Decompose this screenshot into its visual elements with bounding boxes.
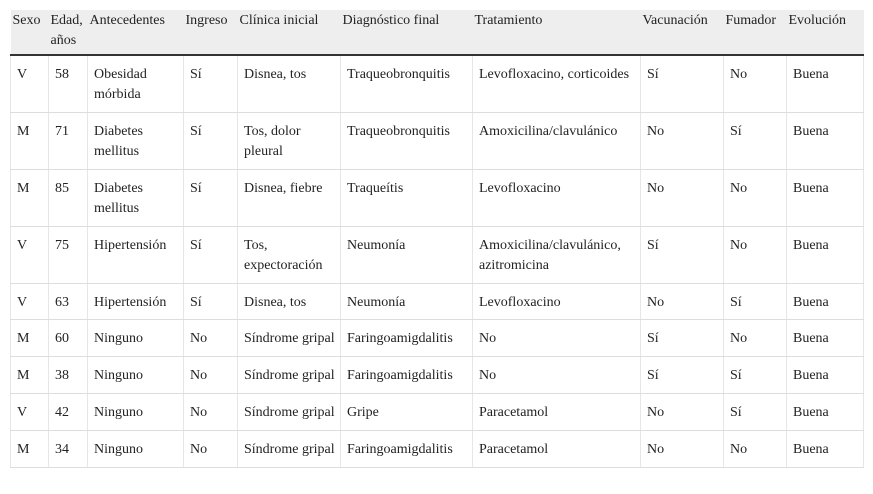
cell-tratamiento: No (473, 357, 641, 394)
cell-tratamiento: Levofloxacino (473, 170, 641, 227)
cell-clinica-inicial: Síndrome gripal (238, 394, 341, 431)
table-row (11, 113, 864, 170)
cell-evolucion: Buena (787, 357, 864, 394)
cell-antecedentes: Diabetes mellitus (88, 170, 184, 227)
header-edad: Edad, años (49, 10, 88, 55)
cell-ingreso: Sí (184, 227, 238, 284)
cell-clinica-inicial: Tos, dolor pleural (238, 113, 341, 170)
cell-edad: 38 (49, 357, 88, 394)
cell-diagnostico-final: Faringoamigdalitis (341, 357, 473, 394)
cell-tratamiento: Paracetamol (473, 394, 641, 431)
cell-evolucion: Buena (787, 394, 864, 431)
patients-table (10, 10, 864, 468)
cell-diagnostico-final: Faringoamigdalitis (341, 320, 473, 357)
cell-antecedentes: Ninguno (88, 394, 184, 431)
cell-diagnostico-final: Traqueítis (341, 170, 473, 227)
header-vacunacion: Vacunación (641, 10, 724, 55)
cell-vacunacion: Sí (641, 55, 724, 113)
cell-tratamiento: Levofloxacino, corticoides (473, 55, 641, 113)
cell-ingreso: No (184, 357, 238, 394)
cell-edad: 60 (49, 320, 88, 357)
cell-antecedentes: Ninguno (88, 431, 184, 468)
cell-ingreso: Sí (184, 170, 238, 227)
header-evolucion: Evolución (787, 10, 864, 55)
cell-fumador: Sí (724, 357, 787, 394)
cell-fumador: No (724, 227, 787, 284)
header-row (11, 10, 864, 55)
cell-fumador: Sí (724, 394, 787, 431)
cell-edad: 42 (49, 394, 88, 431)
cell-sexo: V (11, 284, 49, 320)
cell-evolucion: Buena (787, 227, 864, 284)
table-container (10, 10, 863, 468)
table-header (11, 10, 864, 55)
cell-sexo: V (11, 55, 49, 113)
cell-antecedentes: Hipertensión (88, 227, 184, 284)
cell-sexo: V (11, 227, 49, 284)
header-antecedentes: Antecedentes (88, 10, 184, 55)
cell-sexo: M (11, 357, 49, 394)
table-row (11, 357, 864, 394)
table-row (11, 55, 864, 113)
header-fumador: Fumador (724, 10, 787, 55)
cell-fumador: No (724, 170, 787, 227)
cell-clinica-inicial: Tos, expectoración (238, 227, 341, 284)
table-row (11, 227, 864, 284)
cell-diagnostico-final: Neumonía (341, 284, 473, 320)
header-sexo: Sexo (11, 10, 49, 55)
table-body (11, 55, 864, 468)
cell-vacunacion: No (641, 113, 724, 170)
cell-diagnostico-final: Traqueobronquitis (341, 55, 473, 113)
header-diagnostico-final: Diagnóstico final (341, 10, 473, 55)
cell-fumador: No (724, 431, 787, 468)
cell-tratamiento: Paracetamol (473, 431, 641, 468)
cell-vacunacion: Sí (641, 357, 724, 394)
header-ingreso: Ingreso (184, 10, 238, 55)
table-row (11, 394, 864, 431)
cell-tratamiento: Amoxicilina/clavulánico, azitromicina (473, 227, 641, 284)
cell-clinica-inicial: Síndrome gripal (238, 320, 341, 357)
cell-clinica-inicial: Disnea, tos (238, 284, 341, 320)
cell-fumador: Sí (724, 284, 787, 320)
cell-sexo: M (11, 113, 49, 170)
cell-edad: 58 (49, 55, 88, 113)
cell-evolucion: Buena (787, 284, 864, 320)
cell-antecedentes: Obesidad mórbida (88, 55, 184, 113)
cell-vacunacion: No (641, 170, 724, 227)
cell-evolucion: Buena (787, 431, 864, 468)
cell-evolucion: Buena (787, 55, 864, 113)
cell-fumador: No (724, 320, 787, 357)
table-row (11, 170, 864, 227)
cell-edad: 71 (49, 113, 88, 170)
cell-vacunacion: No (641, 431, 724, 468)
cell-clinica-inicial: Disnea, tos (238, 55, 341, 113)
cell-evolucion: Buena (787, 170, 864, 227)
header-clinica-inicial: Clínica inicial (238, 10, 341, 55)
cell-antecedentes: Ninguno (88, 357, 184, 394)
cell-sexo: M (11, 320, 49, 357)
cell-ingreso: Sí (184, 113, 238, 170)
cell-ingreso: Sí (184, 55, 238, 113)
table-row (11, 320, 864, 357)
cell-ingreso: No (184, 320, 238, 357)
cell-evolucion: Buena (787, 320, 864, 357)
cell-ingreso: No (184, 394, 238, 431)
cell-antecedentes: Diabetes mellitus (88, 113, 184, 170)
cell-sexo: M (11, 431, 49, 468)
cell-vacunacion: Sí (641, 320, 724, 357)
cell-tratamiento: Levofloxacino (473, 284, 641, 320)
cell-evolucion: Buena (787, 113, 864, 170)
cell-diagnostico-final: Faringoamigdalitis (341, 431, 473, 468)
table-row (11, 431, 864, 468)
table-row (11, 284, 864, 320)
cell-diagnostico-final: Traqueobronquitis (341, 113, 473, 170)
cell-fumador: Sí (724, 113, 787, 170)
cell-vacunacion: No (641, 394, 724, 431)
cell-ingreso: No (184, 431, 238, 468)
cell-clinica-inicial: Síndrome gripal (238, 357, 341, 394)
cell-tratamiento: No (473, 320, 641, 357)
cell-diagnostico-final: Neumonía (341, 227, 473, 284)
cell-clinica-inicial: Disnea, fiebre (238, 170, 341, 227)
cell-vacunacion: No (641, 284, 724, 320)
cell-vacunacion: Sí (641, 227, 724, 284)
cell-clinica-inicial: Síndrome gripal (238, 431, 341, 468)
cell-sexo: V (11, 394, 49, 431)
cell-edad: 85 (49, 170, 88, 227)
cell-antecedentes: Hipertensión (88, 284, 184, 320)
cell-diagnostico-final: Gripe (341, 394, 473, 431)
header-tratamiento: Tratamiento (473, 10, 641, 55)
cell-antecedentes: Ninguno (88, 320, 184, 357)
cell-fumador: No (724, 55, 787, 113)
cell-tratamiento: Amoxicilina/clavulánico (473, 113, 641, 170)
cell-edad: 34 (49, 431, 88, 468)
cell-edad: 75 (49, 227, 88, 284)
cell-edad: 63 (49, 284, 88, 320)
cell-ingreso: Sí (184, 284, 238, 320)
cell-sexo: M (11, 170, 49, 227)
